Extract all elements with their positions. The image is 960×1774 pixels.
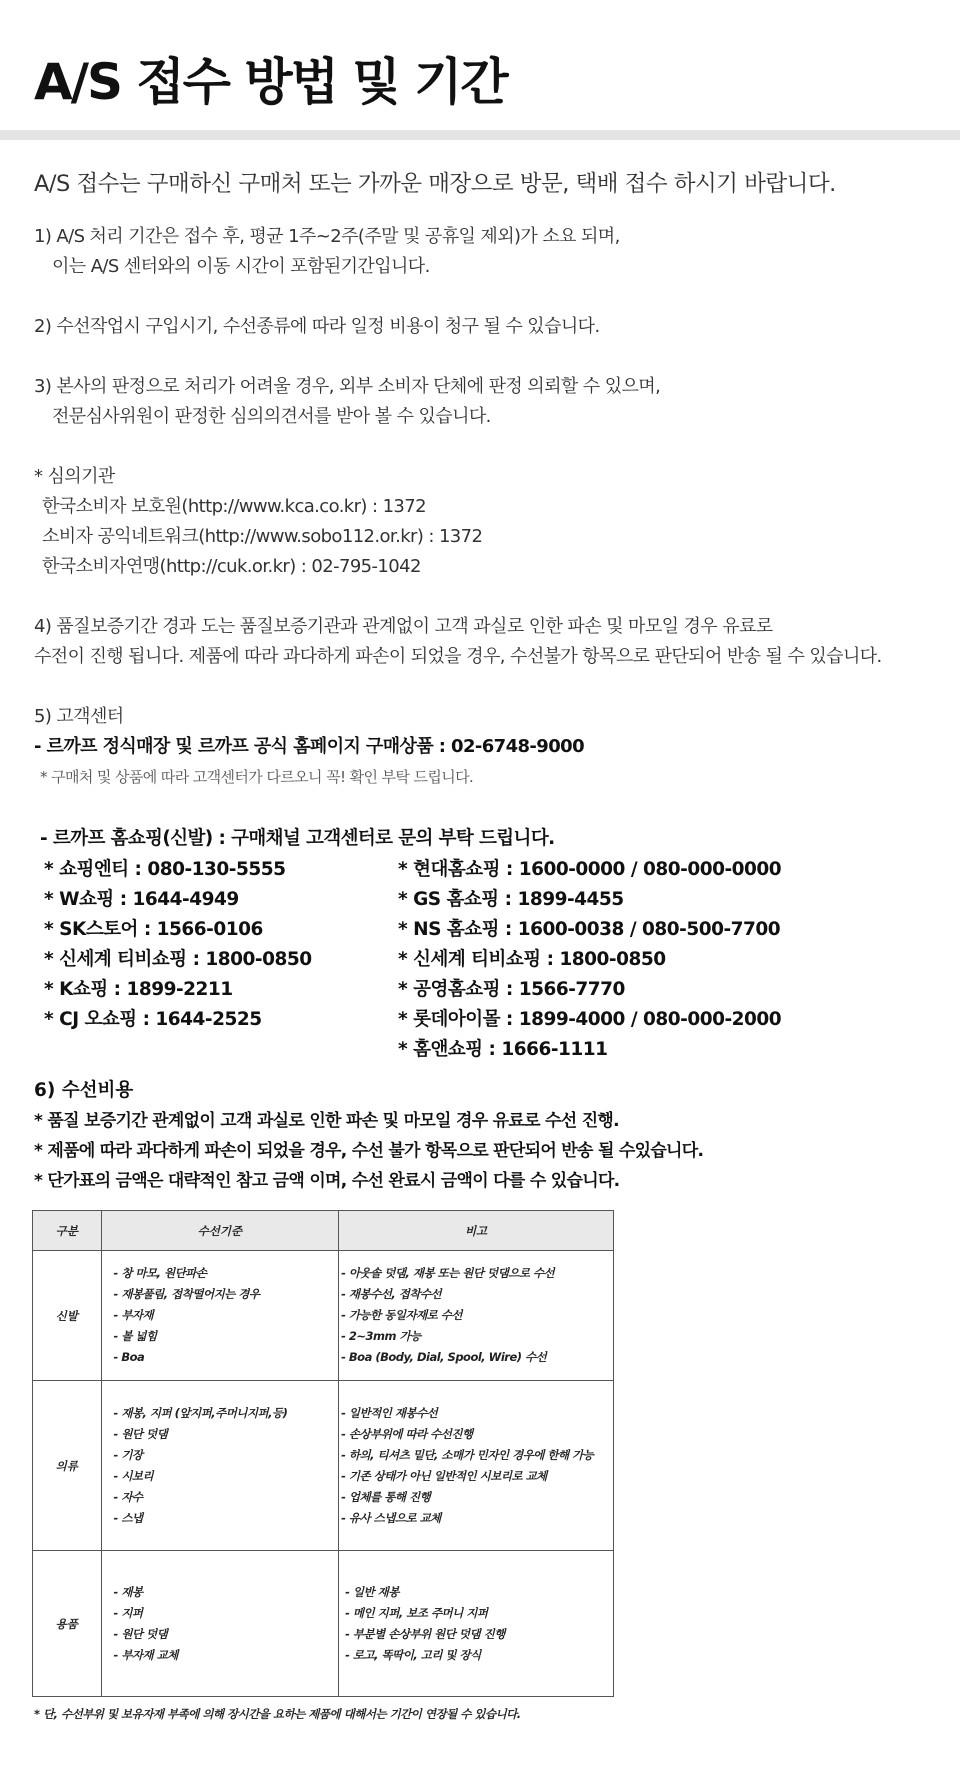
item-3-line-1: 3) 본사의 판정으로 처리가 어려울 경우, 외부 소비자 단체에 판정 의뢰할 수 있으며, bbox=[34, 376, 661, 397]
criteria-item: - 재봉, 지퍼 (앞지퍼,주머니지퍼,등) bbox=[113, 1405, 288, 1420]
item-1-line-2: 이는 A/S 센터와의 이동 시간이 포함된기간입니다. bbox=[52, 256, 430, 277]
note-item: - 재봉수선, 접착수선 bbox=[341, 1287, 442, 1301]
homeshopping-item: * 신세계 티비쇼핑 : 1800-0850 bbox=[44, 949, 312, 970]
note-item: - 하의, 티셔츠 밑단, 소매가 민자인 경우에 한해 가능 bbox=[341, 1447, 594, 1462]
homeshopping-item: * NS 홈쇼핑 : 1600-0038 / 080-500-7700 bbox=[398, 919, 781, 940]
item-2: 2) 수선작업시 구입시기, 수선종류에 따라 일정 비용이 청구 될 수 있습니다. bbox=[34, 316, 600, 337]
criteria-cell bbox=[101, 1251, 339, 1381]
review-agency-1: 한국소비자 보호원(http://www.kca.co.kr) : 1372 bbox=[42, 496, 426, 517]
table-row bbox=[33, 1551, 614, 1697]
criteria-item: - 원단 덧댐 bbox=[113, 1426, 168, 1441]
notes-cell bbox=[339, 1251, 614, 1381]
homeshopping-list-left bbox=[44, 855, 312, 1035]
repair-criteria-table bbox=[32, 1210, 614, 1697]
category-cell: 의류 bbox=[33, 1381, 102, 1551]
homeshopping-item: * GS 홈쇼핑 : 1899-4455 bbox=[398, 889, 624, 910]
homeshopping-item: * W쇼핑 : 1644-4949 bbox=[44, 889, 239, 910]
note-item: - 일반 재봉 bbox=[345, 1584, 399, 1599]
homeshopping-item: * 롯데아이몰 : 1899-4000 / 080-000-2000 bbox=[398, 1009, 782, 1030]
category-cell: 용품 bbox=[33, 1551, 102, 1697]
notes-cell bbox=[339, 1551, 614, 1697]
note-item: - 손상부위에 따라 수선진행 bbox=[341, 1426, 473, 1441]
item-1-line-1: 1) A/S 처리 기간은 접수 후, 평균 1주~2주(주말 및 공휴일 제외)가 소요 되며, bbox=[34, 226, 620, 247]
note-item: - 가능한 동일자재로 수선 bbox=[341, 1308, 463, 1322]
homeshopping-item: * SK스토어 : 1566-0106 bbox=[44, 919, 263, 940]
criteria-item: - 재봉풀림, 접착떨어지는 경우 bbox=[113, 1287, 260, 1301]
spacer bbox=[34, 282, 934, 312]
homeshopping-list-right bbox=[398, 855, 781, 1065]
as-policy-list bbox=[34, 222, 934, 792]
table-row bbox=[33, 1381, 614, 1551]
customer-center-note: * 구매처 및 상품에 따라 고객센터가 다르오니 꼭! 확인 부탁 드립니다. bbox=[40, 768, 474, 786]
note-item: - 기존 상태가 아닌 일반적인 시보리로 교체 bbox=[341, 1468, 547, 1483]
table-footnote: * 단, 수선부위 및 보유자재 부족에 의해 장시간을 요하는 제품에 대해서는 기간이 연장될 수 있습니다. bbox=[34, 1707, 521, 1721]
note-item: - Boa (Body, Dial, Spool, Wire) 수선 bbox=[341, 1350, 547, 1364]
header-notes: 비고 bbox=[339, 1211, 614, 1251]
criteria-item: - 지퍼 bbox=[113, 1605, 143, 1620]
criteria-cell bbox=[101, 1381, 339, 1551]
criteria-item: - 부자재 bbox=[113, 1308, 154, 1322]
homeshopping-item: * 공영홈쇼핑 : 1566-7770 bbox=[398, 979, 625, 1000]
repair-cost-section bbox=[34, 1076, 703, 1196]
customer-center-main: - 르까프 정식매장 및 르까프 공식 홈페이지 구매상품 : 02-6748-9000 bbox=[34, 736, 585, 757]
spacer bbox=[34, 432, 934, 462]
category-cell: 신발 bbox=[33, 1251, 102, 1381]
homeshopping-item: * CJ 오쇼핑 : 1644-2525 bbox=[44, 1009, 262, 1030]
homeshopping-item: * 홈앤쇼핑 : 1666-1111 bbox=[398, 1039, 608, 1060]
criteria-item: - 원단 덧댐 bbox=[113, 1626, 168, 1641]
note-item: - 유사 스냅으로 교체 bbox=[341, 1510, 441, 1525]
criteria-cell bbox=[101, 1551, 339, 1697]
item-4-line-2: 수전이 진행 됩니다. 제품에 따라 과다하게 파손이 되었을 경우, 수선불가 항목으로 판단되어 반송 될 수 있습니다. bbox=[34, 646, 882, 667]
table-header-row bbox=[33, 1211, 614, 1251]
page-title: A/S 접수 방법 및 기간 bbox=[34, 53, 507, 111]
criteria-item: - 창 마모, 원단파손 bbox=[113, 1266, 207, 1280]
item-5-title: 5) 고객센터 bbox=[34, 706, 124, 727]
note-item: - 부분별 손상부위 원단 덧댐 진행 bbox=[345, 1626, 505, 1641]
note-item: - 아웃솔 덧댐, 재봉 또는 원단 덧댐으로 수선 bbox=[341, 1266, 555, 1280]
repair-cost-note: * 단가표의 금액은 대략적인 참고 금액 이며, 수선 완료시 금액이 다를 수 있습니다. bbox=[34, 1171, 620, 1191]
repair-cost-note: * 제품에 따라 과다하게 파손이 되었을 경우, 수선 불가 항목으로 판단되어 반송 될 수있습니다. bbox=[34, 1141, 704, 1161]
header-criteria: 수선기준 bbox=[101, 1211, 339, 1251]
homeshopping-heading: - 르까프 홈쇼핑(신발) : 구매채널 고객센터로 문의 부탁 드립니다. bbox=[40, 828, 555, 849]
criteria-item: - Boa bbox=[113, 1350, 145, 1364]
criteria-item: - 볼 넓힘 bbox=[113, 1329, 157, 1343]
note-item: - 로고, 똑딱이, 고리 및 장식 bbox=[345, 1647, 481, 1662]
homeshopping-item: * 현대홈쇼핑 : 1600-0000 / 080-000-0000 bbox=[398, 859, 782, 880]
spacer bbox=[34, 342, 934, 372]
homeshopping-item: * 신세계 티비쇼핑 : 1800-0850 bbox=[398, 949, 666, 970]
repair-cost-note: * 품질 보증기간 관계없이 고객 과실로 인한 파손 및 마모일 경우 유료로 수선 진행. bbox=[34, 1111, 619, 1131]
criteria-item: - 시보리 bbox=[113, 1468, 154, 1483]
criteria-item: - 스냅 bbox=[113, 1510, 143, 1525]
intro-text: A/S 접수는 구매하신 구매처 또는 가까운 매장으로 방문, 택배 접수 하시기 바랍니다. bbox=[34, 171, 836, 197]
note-item: - 업체를 통해 진행 bbox=[341, 1489, 431, 1504]
homeshopping-item: * 쇼핑엔티 : 080-130-5555 bbox=[44, 859, 286, 880]
spacer bbox=[34, 672, 934, 702]
title-divider bbox=[0, 130, 960, 140]
repair-cost-title: 6) 수선비용 bbox=[34, 1080, 134, 1101]
criteria-item: - 자수 bbox=[113, 1489, 143, 1504]
table-row bbox=[33, 1251, 614, 1381]
review-agency-3: 한국소비자연맹(http://cuk.or.kr) : 02-795-1042 bbox=[42, 556, 421, 577]
spacer bbox=[34, 582, 934, 612]
notes-cell bbox=[339, 1381, 614, 1551]
note-item: - 일반적인 재봉수선 bbox=[341, 1405, 438, 1420]
note-item: - 2~3mm 가능 bbox=[341, 1329, 421, 1343]
criteria-item: - 기장 bbox=[113, 1447, 143, 1462]
review-agency-2: 소비자 공익네트워크(http://www.sobo112.or.kr) : 1372 bbox=[42, 526, 483, 547]
item-4-line-1: 4) 품질보증기간 경과 도는 품질보증기관과 관계없이 고객 과실로 인한 파손 및 마모일 경우 유료로 bbox=[34, 616, 773, 637]
homeshopping-item: * K쇼핑 : 1899-2211 bbox=[44, 979, 233, 1000]
criteria-item: - 부자재 교체 bbox=[113, 1647, 178, 1662]
item-3-line-2: 전문심사위원이 판정한 심의의견서를 받아 볼 수 있습니다. bbox=[52, 406, 491, 427]
note-item: - 메인 지퍼, 보조 주머니 지퍼 bbox=[345, 1605, 488, 1620]
criteria-item: - 재봉 bbox=[113, 1584, 143, 1599]
header-category: 구분 bbox=[33, 1211, 102, 1251]
review-title: * 심의기관 bbox=[34, 466, 115, 487]
